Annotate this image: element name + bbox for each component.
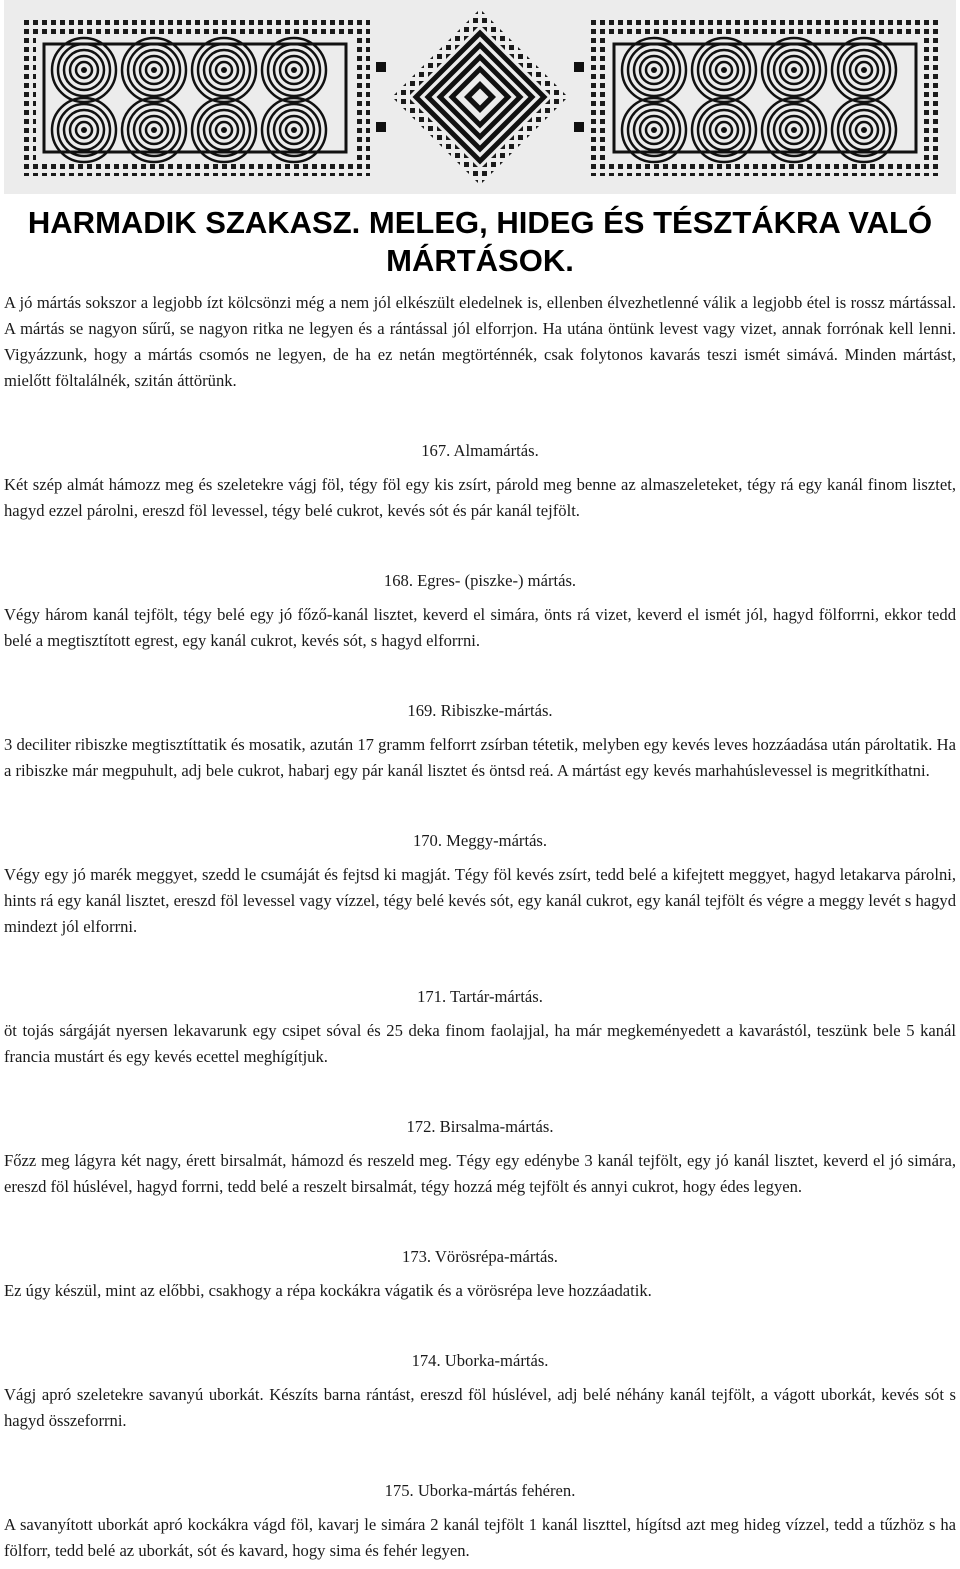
recipe-text: Főzz meg lágyra két nagy, érett birsalmát, hámozd és reszeld meg. Tégy egy edénybe 3 kanál tejfölt, egy jó kanál lisztet, keverd el jó simára, ereszd föl húslével, hagyd forrni, tedd belé a reszelt birsalmát, tégy hozzá még tejfölt és annyi cukrot, hogy édes legyen. xyxy=(4,1151,956,1196)
recipe-heading: 174. Uborka-mártás. xyxy=(411,1351,549,1370)
folk-ornament-icon xyxy=(4,0,956,194)
recipe-heading: 175. Uborka-mártás fehéren. xyxy=(384,1481,576,1500)
recipe-heading: 168. Egres- (piszke-) mártás. xyxy=(383,571,577,590)
recipe-text: Ez úgy készül, mint az előbbi, csakhogy a répa kockákra vágatik és a vörösrépa leve hozzáadatik. xyxy=(4,1281,652,1300)
recipe-heading: 169. Ribiszke-mártás. xyxy=(407,701,553,720)
decorative-banner xyxy=(4,0,956,194)
recipe-heading: 167. Almamártás. xyxy=(421,441,539,460)
recipe-text: Végy három kanál tejfölt, tégy belé egy jó főző-kanál lisztet, keverd el simára, önts rá vizet, keverd el ismét jól, hagyd fölforrni, ekkor tedd belé a megtisztított egrest, egy kanál cukrot, kevés sót, s hagyd elforrni. xyxy=(4,605,956,650)
recipe-heading: 172. Birsalma-mártás. xyxy=(406,1117,554,1136)
document-body xyxy=(4,290,956,1564)
page-title: HARMADIK SZAKASZ. MELEG, HIDEG ÉS TÉSZTÁKRA VALÓ MÁRTÁSOK. xyxy=(27,205,933,278)
recipe-text: öt tojás sárgáját nyersen lekavarunk egy csipet sóval és 25 deka finom faolajjal, ha már megkeményedett a kavarástól, teszünk bele 5 kanál francia mustárt és egy kevés ecettel meghígítjuk. xyxy=(4,1021,956,1066)
intro-paragraph: A jó mártás sokszor a legjobb ízt kölcsönzi még a nem jól elkészült eledelnek is, ellenben élvezhetlenné válik a legjobb étel is rossz mártással. A mártás se nagyon sűrű, se nagyon ritka ne legyen és a rántással jól elforrjon. Ha utána öntünk levest vagy vizet, annak forrónak kell lenni. Vigyázzunk, hogy a mártás csomós ne legyen, de ha ez netán megtörténnék, csak folytonos kavarás teszi ismét simává. Minden mártást, mielőtt föltalálnék, szitán áttörünk. xyxy=(4,293,956,390)
recipe-heading: 170. Meggy-mártás. xyxy=(412,831,548,850)
recipe-text: Vágj apró szeletekre savanyú uborkát. Készíts barna rántást, ereszd föl húslével, adj belé néhány kanál tejfölt, a vágott uborkát, kevés sót s hagyd összeforrni. xyxy=(4,1385,956,1430)
recipe-text: A savanyított uborkát apró kockákra vágd föl, kavarj le simára 2 kanál tejfölt 1 kanál liszttel, hígítsd azt meg hideg vízzel, tedd a tűzhöz s ha fölforr, tedd belé az uborkát, sót és kavard, hogy sima és fehér legyen. xyxy=(4,1515,956,1560)
recipe-text: 3 deciliter ribiszke megtisztíttatik és mosatik, azután 17 gramm felforrt zsírban tétetik, melyben egy kevés leves hozzáadása után pároltatik. Ha a ribiszke már megpuhult, adj bele cukrot, habarj egy pár kanál lisztet és öntsd reá. A mártást egy kevés marhahúslevessel is megritkíthatni. xyxy=(4,735,956,780)
recipe-heading: 173. Vörösrépa-mártás. xyxy=(402,1247,558,1266)
recipe-text: Végy egy jó marék meggyet, szedd le csumáját és fejtsd ki magját. Tégy föl kevés zsírt, tedd belé a kifejtett meggyet, hagyd letakarva párolni, hints rá egy kanál lisztet, ereszd föl levessel vagy vízzel, tégy belé kevés sót, egy kanál cukrot, egy kanál tejfölt és végre a meggy levét s hagyd mindezt jól elforrni. xyxy=(4,865,956,936)
recipe-text: Két szép almát hámozz meg és szeletekre vágj föl, tégy föl egy kis zsírt, párold meg benne az almaszeleteket, tégy rá egy kanál finom lisztet, hagyd ezzel párolni, ereszd föl levessel, tégy belé cukrot, kevés sót és pár kanál tejfölt. xyxy=(4,475,956,520)
recipe-heading: 171. Tartár-mártás. xyxy=(417,987,543,1006)
